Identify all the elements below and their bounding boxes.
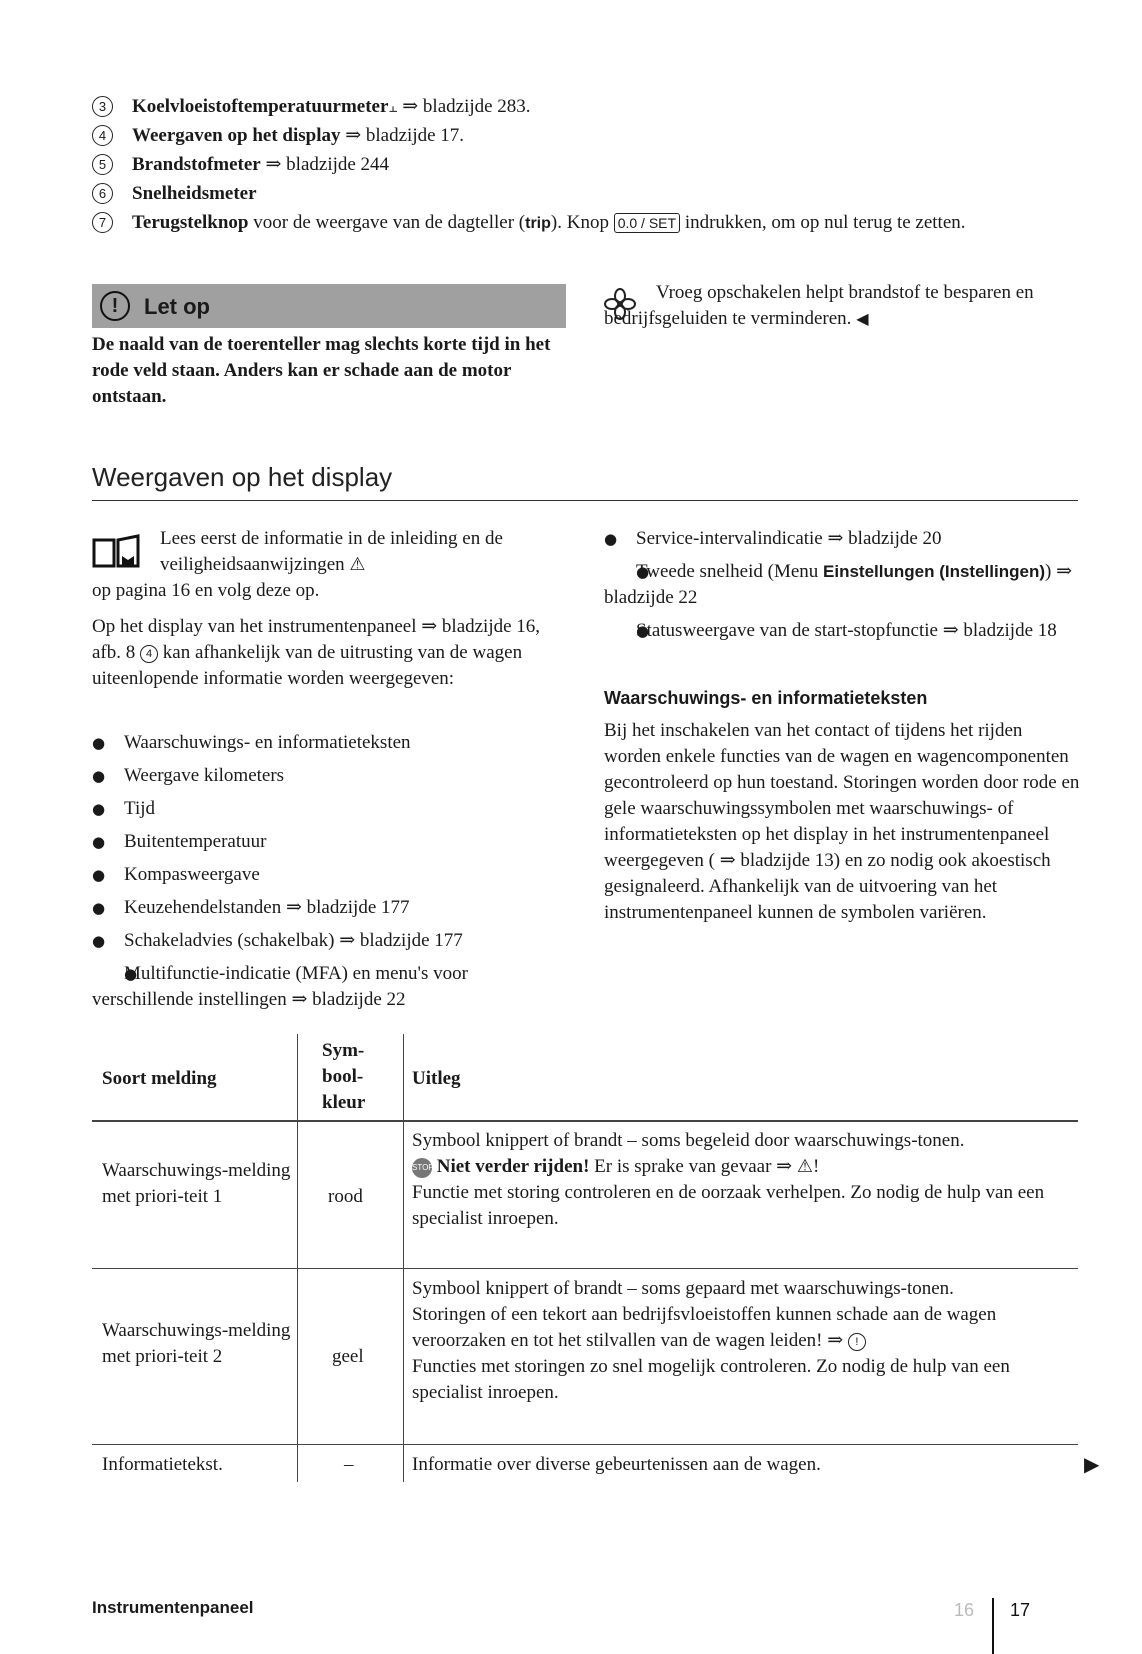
- legend-text: indrukken, om op nul terug te zetten.: [680, 212, 966, 233]
- thermometer-icon: ⫠: [388, 98, 398, 116]
- table-row-1-type: Waarschuwings-melding met priori-teit 1: [102, 1160, 291, 1207]
- exclamation-circle-icon: !: [100, 291, 130, 321]
- legend-label: Snelheidsmeter: [132, 183, 257, 204]
- page-number-right: 17: [1010, 1600, 1031, 1620]
- table-row-2-explanation: [412, 1276, 1072, 1406]
- legend-label: Terugstelknop: [132, 212, 249, 233]
- header-line: kleur: [322, 1092, 366, 1113]
- table-col-divider: [297, 1034, 298, 1482]
- intro-paragraph: [92, 526, 562, 604]
- table-row-3-type: Informatietekst.: [102, 1454, 223, 1475]
- end-marker-icon: ◀: [856, 309, 869, 328]
- callout-number: 3: [92, 96, 113, 117]
- reset-key: 0.0 / SET: [614, 213, 680, 233]
- warning-bold: Niet verder rijden!: [436, 1156, 590, 1177]
- explanation-line: Er is sprake van gevaar ⇒: [589, 1156, 797, 1177]
- display-paragraph: [92, 614, 570, 692]
- header-line: bool-: [322, 1066, 364, 1087]
- list-item: ● Keuzehendelstanden ⇒ bladzijde 177: [92, 895, 570, 921]
- list-text: Tweede snelheid (Menu: [636, 561, 824, 582]
- explanation-line: Storingen of een tekort aan bedrijfsvloeistoffen kunnen schade aan de wagen veroorzaken en tot het stilvallen van de wagen leiden! ⇒: [412, 1304, 997, 1351]
- list-item: [604, 618, 1078, 644]
- continue-arrow-icon: ▶: [1084, 1452, 1100, 1476]
- legend-ref[interactable]: ⇒ bladzijde 283.: [397, 96, 531, 117]
- list-item: ● Weergave kilometers: [92, 763, 570, 789]
- table-row-rule: [92, 1444, 1078, 1445]
- warning-paragraph: Bij het inschakelen van het contact of tijdens het rijden worden enkele functies van de wagen en wagencomponenten gecontroleerd op hun toestand. Storingen worden door rode en gele waarschuwingssymbolen met waarschuwings- of informatieteksten op het display in het instrumentenpaneel weergegeven ( ⇒ bladzijde 13) en zo nodig ook akoestisch gesignaleerd. Afhankelijk van de uitvoering van het instrumentenpaneel kunnen de symbolen variëren.: [604, 720, 1080, 923]
- page-number-left: 16: [954, 1600, 975, 1620]
- display-info-list-right: [604, 526, 1078, 651]
- list-item: [604, 526, 1078, 552]
- intro-text: Lees eerst de informatie in de inleiding en de veiligheidsaanwijzingen: [160, 528, 503, 575]
- list-text: Service-intervalindicatie ⇒ bladzijde 20: [636, 528, 942, 549]
- warning-triangle-icon: ⚠: [796, 1156, 813, 1177]
- callout-number: 7: [92, 212, 113, 233]
- list-text: Statusweergave van de start-stopfunctie ⇒ bladzijde 18: [636, 620, 1057, 641]
- section-title: Weergaven op het display: [92, 462, 393, 492]
- table-row-2-color: geel: [332, 1346, 364, 1367]
- exclamation-circle-icon: !: [848, 1333, 866, 1351]
- stop-icon: STOP: [412, 1158, 432, 1178]
- list-text: ) ⇒ bladzijde 22: [604, 561, 1072, 608]
- notice-header: [92, 284, 566, 328]
- env-note: [604, 280, 1044, 332]
- callout-number: 6: [92, 183, 113, 204]
- legend-ref[interactable]: ⇒ bladzijde 17.: [340, 125, 465, 146]
- list-item: ● Kompasweergave: [92, 862, 570, 888]
- legend-text: voor de weergave van de dagteller (: [248, 212, 526, 233]
- explanation-line: Functies met storingen zo snel mogelijk controleren. Zo nodig de hulp van een specialist inroepen.: [412, 1356, 1010, 1403]
- list-item: ● Multifunctie-indicatie (MFA) en menu's voor verschillende instellingen ⇒ bladzijde 22: [92, 961, 570, 1013]
- notice-text: De naald van de toerenteller mag slechts korte tijd in het rode veld staan. Anders kan er schade aan de motor ontstaan.: [92, 334, 551, 407]
- list-item: ● Tijd: [92, 796, 570, 822]
- table-row-2-type: Waarschuwings-melding met priori-teit 2: [102, 1320, 291, 1367]
- list-item: ● Waarschuwings- en informatieteksten: [92, 730, 570, 756]
- table-header-type: Soort melding: [102, 1068, 217, 1089]
- callout-number: 4: [140, 645, 158, 663]
- table-row-rule: [92, 1268, 1078, 1269]
- legend-ref[interactable]: ⇒ bladzijde 244: [260, 154, 390, 175]
- list-item: [604, 559, 1078, 611]
- display-text: kan afhankelijk van de uitrusting van de wagen uiteenlopende informatie worden weergegeven:: [92, 642, 523, 689]
- intro-text-cont: op pagina 16 en volg deze op.: [92, 580, 320, 601]
- callout-number: 5: [92, 154, 113, 175]
- notice-title: Let op: [144, 294, 210, 319]
- legend-label: Brandstofmeter: [132, 154, 261, 175]
- list-item: ● Schakeladvies (schakelbak) ⇒ bladzijde 177: [92, 928, 570, 954]
- legend-label: Weergaven op het display: [132, 125, 341, 146]
- table-row-1-explanation: Symbool knippert of brandt – soms begeleid door waarschuwings-tonen. STOP Niet verder rijden! Er is sprake van gevaar ⇒ ⚠! Functie met storing controleren en de oorzaak verhelpen. Zo nodig de hulp van een specialist inroepen.: [412, 1128, 1072, 1232]
- table-header-color: [322, 1038, 392, 1116]
- callout-number: 4: [92, 125, 113, 146]
- table-row-3-color: –: [344, 1454, 354, 1475]
- table-row-1-color: rood: [328, 1186, 363, 1207]
- legend-text: ). Knop: [550, 212, 614, 233]
- trip-label: trip: [525, 215, 551, 232]
- warning-triangle-icon: ⚠: [349, 554, 366, 575]
- subheading: Waarschuwings- en informatieteksten: [604, 688, 928, 708]
- env-note-text: Vroeg opschakelen helpt brandstof te besparen en bedrijfsgeluiden te verminderen.: [604, 282, 1034, 329]
- page-divider: [992, 1598, 994, 1654]
- footer-section: Instrumentenpaneel: [92, 1598, 254, 1617]
- legend-label: Koelvloeistoftemperatuurmeter: [132, 96, 389, 117]
- explanation-line: Symbool knippert of brandt – soms begeleid door waarschuwings-tonen.: [412, 1130, 965, 1151]
- display-info-list: [92, 730, 570, 1020]
- table-header-explanation: Uitleg: [412, 1068, 461, 1089]
- table-header-rule: [92, 1120, 1078, 1122]
- display-text: Op het display van het instrumentenpaneel ⇒ bladzijde 16, afb. 8: [92, 616, 541, 663]
- table-col-divider: [403, 1034, 404, 1482]
- explanation-line: Functie met storing controleren en de oorzaak verhelpen. Zo nodig de hulp van een specialist inroepen.: [412, 1182, 1045, 1229]
- explanation-line: Symbool knippert of brandt – soms gepaard met waarschuwings-tonen.: [412, 1278, 954, 1299]
- header-line: Sym-: [322, 1040, 365, 1061]
- table-row-3-explanation: Informatie over diverse gebeurtenissen aan de wagen.: [412, 1454, 821, 1475]
- menu-name: Einstellungen (Instellingen): [823, 562, 1045, 581]
- section-rule: [92, 500, 1078, 501]
- list-item: ● Buitentemperatuur: [92, 829, 570, 855]
